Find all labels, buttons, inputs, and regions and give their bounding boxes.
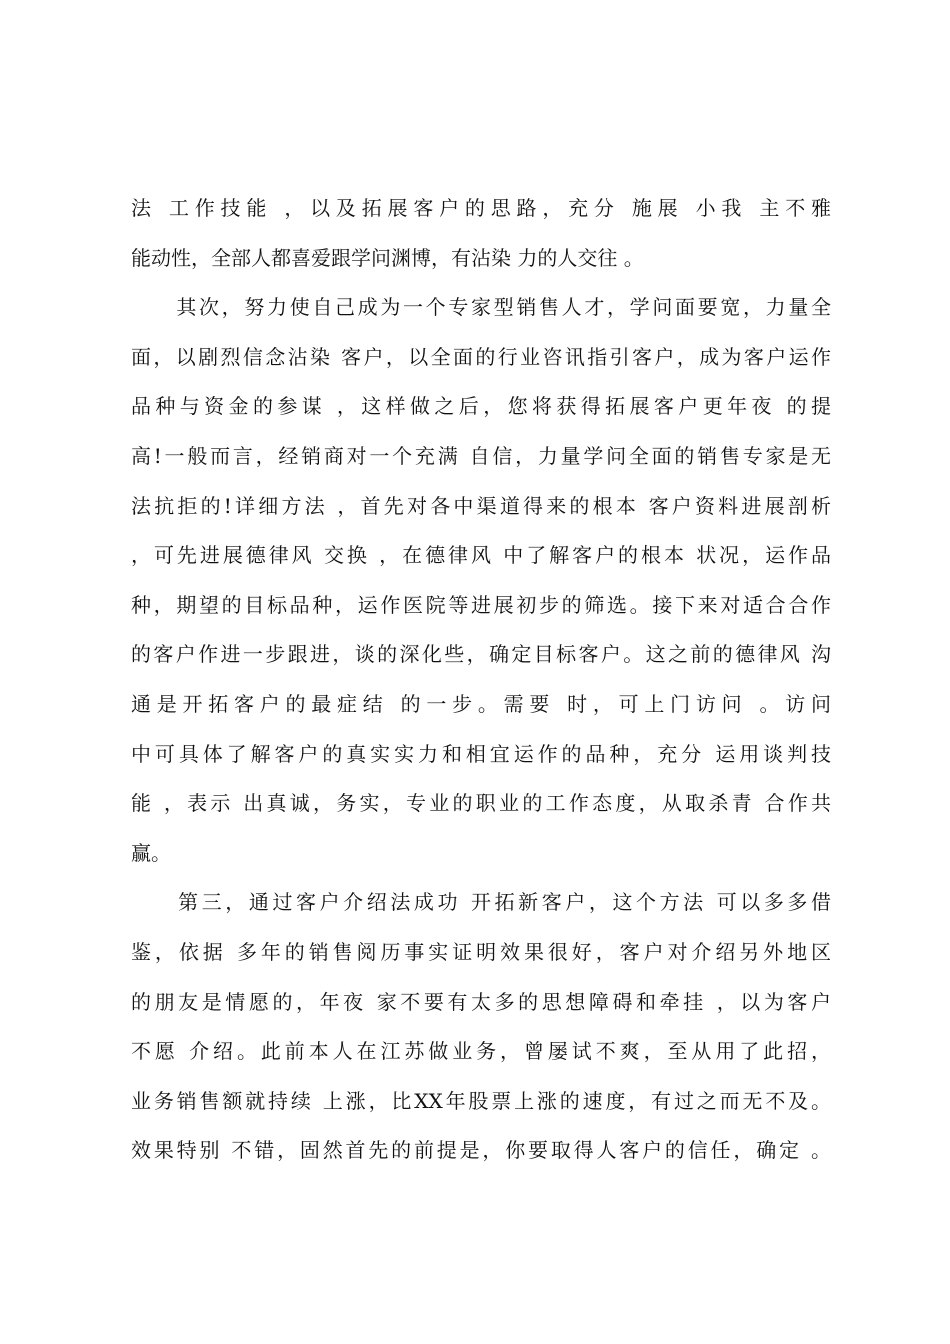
text-line: 中可具体了解客户的真实实力和相宜运作的品种，充分 运用谈判技 (131, 741, 831, 766)
text-line: 效果特别 不错，固然首先的前提是，你要取得人客户的信任，确定 。 (131, 1138, 831, 1163)
text-line: ，可先进展德律风 交换 ，在德律风 中了解客户的根本 状况，运作品 (131, 543, 831, 568)
body-text (131, 190, 831, 1182)
text-line: 面，以剧烈信念沾染 客户，以全面的行业咨讯指引客户，成为客户运作 (131, 344, 831, 369)
text-line: 能 ，表示 出真诚，务实，专业的职业的工作态度，从取杀青 合作共 (131, 791, 831, 816)
paragraph-start-line: 第三，通过客户介绍法成功 开拓新客户，这个方法 可以多多借 (131, 890, 831, 915)
text-line: 的朋友是情愿的，年夜 家不要有太多的思想障碍和牵挂 ，以为客户 (131, 989, 831, 1014)
text-line: 鉴，依据 多年的销售阅历事实证明效果很好，客户对介绍另外地区 (131, 939, 831, 964)
text-line: 的客户作进一步跟进，谈的深化些，确定目标客户。这之前的德律风 沟 (131, 642, 831, 667)
text-line: 品种与资金的参谋 ，这样做之后，您将获得拓展客户更年夜 的提 (131, 394, 831, 419)
paragraph-start-line: 其次，努力使自己成为一个专家型销售人才，学问面要宽，力量全 (131, 295, 831, 320)
text-line: 通是开拓客户的最症结 的一步。需要 时，可上门访问 。访问 (131, 691, 831, 716)
text-line: 赢。 (131, 840, 171, 865)
text-line: 高!一般而言，经销商对一个充满 自信，力量学问全面的销售专家是无 (131, 443, 831, 468)
text-line: 法抗拒的!详细方法 ，首先对各中渠道得来的根本 客户资料进展剖析 (131, 493, 831, 518)
text-line: 种，期望的目标品种，运作医院等进展初步的筛选。接下来对适合合作 (131, 592, 831, 617)
text-line: 能动性，全部人都喜爱跟学问渊博，有沾染 力的人交往 。 (131, 245, 644, 270)
text-line: 不愿 介绍。此前本人在江苏做业务，曾屡试不爽，至从用了此招， (131, 1039, 831, 1064)
text-line: 法 工作技能 ，以及拓展客户的思路，充分 施展 小我 主不雅 (131, 196, 831, 220)
text-line: 业务销售额就持续 上涨，比XX年股票上涨的速度，有过之而无不及。 (131, 1088, 831, 1113)
